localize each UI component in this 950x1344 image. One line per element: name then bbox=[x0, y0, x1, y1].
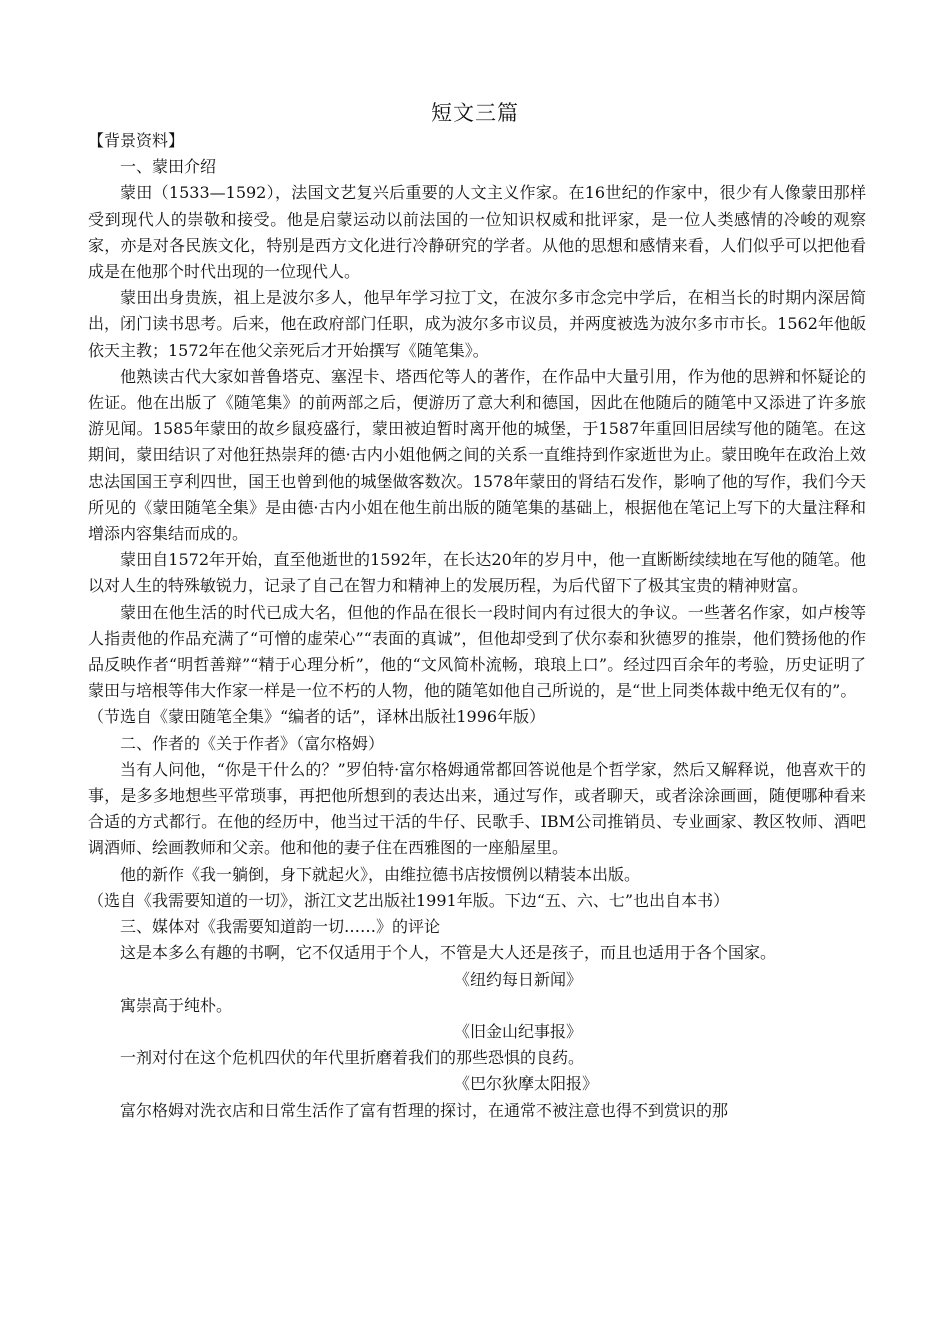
document-body bbox=[88, 128, 866, 1124]
paragraph: 蒙田（1533—1592），法国文艺复兴后重要的人文主义作家。在16世纪的作家中，很少有人像蒙田那样受到现代人的崇敬和接受。他是启蒙运动以前法国的一位知识权威和批评家，是一位人类感情的冷峻的观察家，亦是对各民族文化，特别是西方文化进行冷静研究的学者。从他的思想和感情来看，人们似乎可以把他看成是在他那个时代出现的一位现代人。 bbox=[88, 183, 866, 282]
review-source: 《巴尔狄摩太阳报》 bbox=[454, 1074, 599, 1094]
review-text: 一剂对付在这个危机四伏的年代里折磨着我们的那些恐惧的良药。 bbox=[120, 1048, 585, 1068]
paragraph: 当有人问他，“你是干什么的？”罗伯特·富尔格姆通常都回答说他是个哲学家，然后又解释说，他喜欢干的事，是多多地想些平常琐事，再把他所想到的表达出来，通过写作，或者聊天，或者涂涂画画，随便哪种看来合适的方式都行。在他的经历中，他当过干活的牛仔、民歌手、IBM公司推销员、专业画家、教区牧师、酒吧调酒师、绘画教师和父亲。他和他的妻子住在西雅图的一座船屋里。 bbox=[88, 759, 866, 858]
part3-heading: 三、媒体对《我需要知道韵一切……》的评论 bbox=[120, 917, 441, 937]
section-label: 【背景资料】 bbox=[88, 131, 185, 150]
paragraph: 他的新作《我一躺倒，身下就起火》，由维拉德书店按惯例以精装本出版。 bbox=[120, 864, 641, 884]
review-source: 《纽约每日新闻》 bbox=[454, 969, 583, 989]
paragraph: 他熟读古代大家如普鲁塔克、塞涅卡、塔西佗等人的著作，在作品中大量引用，作为他的思辨和怀疑论的佐证。他在出版了《随笔集》的前两部之后，便游历了意大利和德国，因此在他随后的随笔中又添进了许多旅游见闻。1585年蒙田的故乡鼠疫盛行，蒙田被迫暂时离开他的城堡，于1587年重回旧居续写他的随笔。在这期间，蒙田结识了对他狂热崇拜的德·古内小姐他俩之间的关系一直维持到作家逝世为止。蒙田晚年在政治上效忠法国国王亨利四世，国王也曾到他的城堡做客数次。1578年蒙田的肾结石发作，影响了他的写作，我们今天所见的《蒙田随笔全集》是由德·古内小姐在他生前出版的随笔集的基础上，根据他在笔记上写下的大量注释和增添内容集结而成的。 bbox=[88, 366, 866, 544]
source-note: （节选自《蒙田随笔全集》“编者的话”，译林出版社1996年版） bbox=[88, 707, 546, 727]
page-title: 短文三篇 bbox=[431, 101, 519, 125]
source-note: （选自《我需要知道的一切》，浙江文艺出版社1991年版。下边“五、六、七”也出自本书） bbox=[88, 890, 730, 910]
part2-heading: 二、作者的《关于作者》（富尔格姆） bbox=[120, 733, 385, 753]
review-source: 《旧金山纪事报》 bbox=[454, 1021, 583, 1041]
review-text: 这是本多么有趣的书啊，它不仅适用于个人，不管是大人还是孩子，而且也适用于各个国家。 bbox=[120, 943, 777, 963]
paragraph: 蒙田自1572年开始，直至他逝世的1592年，在长达20年的岁月中，他一直断断续续地在写他的随笔。他以对人生的特殊敏锐力，记录了自己在智力和精神上的发展历程，为后代留下了极其宝贵的精神财富。 bbox=[88, 550, 866, 596]
paragraph: 蒙田出身贵族，祖上是波尔多人，他早年学习拉丁文，在波尔多市念完中学后，在相当长的时期内深居简出，闭门读书思考。后来，他在政府部门任职，成为波尔多市议员，并两度被选为波尔多市市长。1562年他皈依天主教；1572年在他父亲死后才开始撰写《随笔集》。 bbox=[88, 288, 866, 360]
paragraph: 蒙田在他生活的时代已成大名，但他的作品在很长一段时间内有过很大的争议。一些著名作家，如卢梭等人指责他的作品充满了“可憎的虚荣心”“表面的真诚”，但他却受到了伏尔泰和狄德罗的推崇，他们赞扬他的作品反映作者“明哲善辩”“精于心理分析”，他的“文风简朴流畅，琅琅上口”。经过四百余年的考验，历史证明了蒙田与培根等伟大作家一样是一位不朽的人物，他的随笔如他自己所说的，是“世上同类体裁中绝无仅有的”。 bbox=[88, 602, 866, 701]
part1-heading: 一、蒙田介绍 bbox=[120, 157, 217, 177]
paragraph: 富尔格姆对洗衣店和日常生活作了富有哲理的探讨，在通常不被注意也得不到赏识的那 bbox=[120, 1100, 729, 1120]
review-text: 寓崇高于纯朴。 bbox=[120, 995, 233, 1015]
